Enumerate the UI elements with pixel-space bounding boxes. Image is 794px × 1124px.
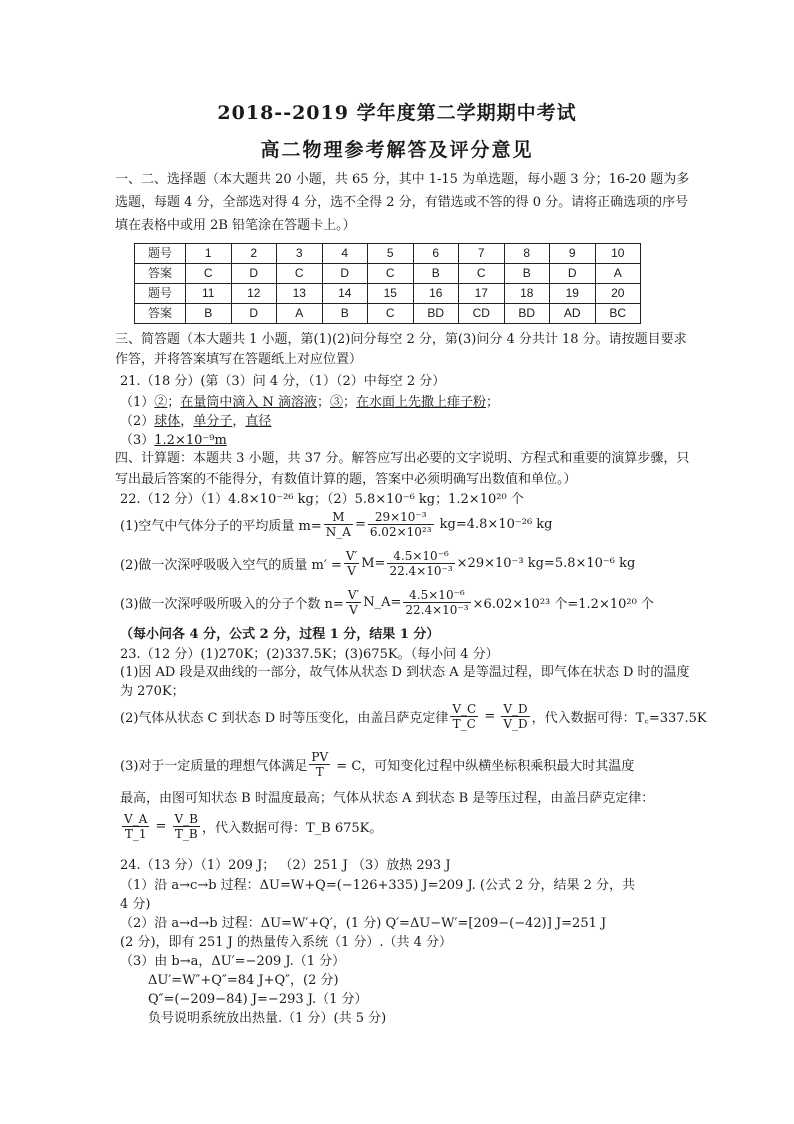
table-label: 答案	[135, 264, 186, 284]
frac-numerator: PV	[311, 750, 329, 764]
q23-step2-result: ，代入数据可得：T꜀=337.5K	[531, 711, 707, 726]
q24-step2: （2）沿 a→d→b 过程：ΔU=W′+Q′，(1 分) Q′=ΔU−W′=[209−(−42)] J=251 J	[120, 916, 607, 931]
q22-scoring-note: （每小问各 4 分，公式 2 分，过程 1 分，结果 1 分）	[120, 627, 440, 642]
table-cell: 5	[368, 244, 414, 264]
q24-step3-d: 负号说明系统放出热量.（1 分）(共 5 分)	[148, 1011, 387, 1026]
table-cell: BD	[413, 304, 459, 324]
q24-step3-c: Q″=(−209−84) J=−293 J.（1 分）	[148, 992, 368, 1007]
frac-numerator: V_C	[452, 702, 477, 716]
frac-numerator: V′	[345, 549, 358, 563]
table-cell: 19	[550, 284, 596, 304]
q21-part1	[120, 393, 700, 413]
table-cell: D	[322, 264, 368, 284]
table-cell: 7	[459, 244, 505, 264]
q23-step3-frac4	[173, 812, 200, 841]
table-cell: 16	[413, 284, 459, 304]
table-row	[135, 264, 641, 284]
q23-step2-eq: =	[480, 709, 500, 724]
table-cell: BD	[504, 304, 550, 324]
q21-part3-prefix: （3）	[120, 433, 155, 448]
q21-part1-end: ；	[486, 395, 500, 410]
q22-step3	[120, 588, 654, 617]
frac-denominator: 6.02×10²³	[369, 525, 432, 539]
q21-part1-sep2: ；	[316, 395, 330, 410]
q21-part1-step-a: ②	[154, 395, 168, 410]
table-cell: 8	[504, 244, 550, 264]
frac-denominator: N_A	[325, 525, 351, 539]
q21-part2-answer-c: 直径	[245, 414, 272, 429]
q23-step2-lead: (2)气体从状态 C 到状态 D 时等压变化，由盖吕萨克定律	[120, 711, 449, 726]
frac-denominator: V	[349, 603, 358, 617]
q23-step3-line2: 最高，由图可知状态 B 时温度最高；气体从状态 A 到状态 B 是等压过程，由盖吕萨克定律：	[120, 791, 655, 806]
table-row	[135, 284, 641, 304]
q22-heading: 22.（12 分）（1）4.8×10⁻²⁶ kg；（2）5.8×10⁻⁶ kg；1.2×10²⁰ 个	[120, 492, 524, 507]
table-cell: 13	[277, 284, 323, 304]
q22-step2-frac2	[387, 549, 454, 578]
table-cell: 4	[322, 244, 368, 264]
table-label: 题号	[135, 284, 186, 304]
frac-numerator: V_A	[124, 812, 148, 826]
table-cell: 14	[322, 284, 368, 304]
q21-part1-answer-b: 在水面上先撒上痱子粉	[356, 395, 487, 410]
frac-denominator: 22.4×10⁻³	[405, 603, 469, 617]
table-cell: B	[413, 264, 459, 284]
q23-step3-result: ，代入数据可得：T_B 675K。	[202, 821, 383, 836]
q21-part2: （2）球体，单分子，直径	[120, 414, 272, 429]
q24-step1: （1）沿 a→c→b 过程：ΔU=W+Q=(−126+335) J=209 J. (公式 2 分，结果 2 分，共	[120, 878, 636, 893]
q21-part3-answer: 1.2×10⁻⁹m	[154, 433, 227, 448]
frac-denominator: T_C	[452, 717, 476, 731]
q21-part1-answer-a: 在量筒中滴入 N 滴溶液	[180, 395, 317, 410]
q24-step3: （3）由 b→a，ΔU′=−209 J.（1 分）	[120, 954, 346, 969]
table-cell: BC	[595, 304, 641, 324]
table-cell: C	[459, 264, 505, 284]
table-row	[135, 244, 641, 264]
q23-step3-formula	[120, 812, 382, 841]
table-cell: AD	[550, 304, 596, 324]
q23-step3	[120, 750, 634, 779]
answer-table	[134, 243, 641, 324]
q21-part2-answer-a: 球体	[154, 414, 181, 429]
table-label: 题号	[135, 244, 186, 264]
q21-part2-answer-b: 单分子	[193, 414, 233, 429]
q22-step1-frac1	[324, 510, 353, 539]
frac-numerator: 29×10⁻³	[368, 510, 434, 525]
q23-step3-eq: =	[151, 819, 171, 834]
q23-step3-frac1	[309, 750, 330, 779]
q21-part1-prefix: （1）	[120, 395, 155, 410]
table-cell: 17	[459, 284, 505, 304]
frac-numerator: 4.5×10⁻⁶	[403, 588, 470, 603]
table-cell: C	[277, 264, 323, 284]
frac-denominator: V_D	[503, 717, 528, 731]
q24-step2-cont: (2 分)，即有 251 J 的热量传入系统（1 分）.（共 4 分）	[120, 935, 453, 950]
q22-step2-lead: (2)做一次深呼吸吸入空气的质量 m′ =	[120, 558, 342, 573]
q21-part1-step-b: ③	[329, 395, 343, 410]
q22-step1-lead: (1)空气中气体分子的平均质量 m=	[120, 519, 322, 534]
table-row	[135, 304, 641, 324]
table-cell: 12	[231, 284, 277, 304]
q22-step2-mid: M=	[361, 556, 386, 571]
q23-step2-frac1	[450, 702, 478, 731]
q23-heading: 23.（12 分）(1)270K；(2)337.5K；(3)675K。（每小问 4 分）	[120, 647, 499, 662]
table-cell: B	[186, 304, 232, 324]
table-cell: C	[368, 264, 414, 284]
table-cell: C	[186, 264, 232, 284]
q23-step2-frac2	[501, 702, 529, 731]
table-cell: 6	[413, 244, 459, 264]
q21-heading: 21.（18 分）(第（3）问 4 分，（1）（2）中每空 2 分）	[120, 374, 446, 389]
table-cell: 2	[231, 244, 277, 264]
frac-denominator: V	[347, 564, 356, 578]
q22-step2-frac1	[344, 549, 359, 578]
q24-heading: 24.（13 分）（1）209 J； （2）251 J （3）放热 293 J	[120, 858, 451, 873]
q23-step3-lead: (3)对于一定质量的理想气体满足	[120, 759, 308, 774]
table-cell: D	[550, 264, 596, 284]
section1-intro: 一、二、选择题（本大题共 20 小题，共 65 分，其中 1-15 为单选题，每小题 3 分；16-20 题为多选题，每题 4 分，全部选对得 4 分，选不全得 2 分，有错选或不答的得 0 分。请将正确选项的序号填在表格中或用 2B 铅笔涂在答题卡上。）	[115, 172, 690, 233]
table-cell: 15	[368, 284, 414, 304]
table-cell: D	[231, 264, 277, 284]
q23-step3-tail: = C，可知变化过程中纵横坐标积乘积最大时其温度	[332, 759, 635, 774]
q22-step3-mid: N_A=	[363, 595, 402, 610]
q22-step1-frac2	[368, 510, 434, 539]
table-cell: B	[322, 304, 368, 324]
table-cell: C	[368, 304, 414, 324]
q23-step1: (1)因 AD 段是双曲线的一部分，故气体从状态 D 到状态 A 是等温过程，即气体在状态 D 时的温度为 270K；	[120, 665, 690, 699]
q22-step2-result: ×29×10⁻³ kg=5.8×10⁻⁶ kg	[456, 556, 636, 571]
frac-denominator: T	[315, 765, 324, 779]
table-label: 答案	[135, 304, 186, 324]
table-cell: B	[504, 264, 550, 284]
table-cell: 9	[550, 244, 596, 264]
table-cell: 3	[277, 244, 323, 264]
q23-step3-frac3	[122, 812, 149, 841]
q24-step1-cont: 4 分)	[120, 897, 151, 912]
frac-numerator: V_D	[503, 702, 528, 716]
q21-part1-sep: ；	[167, 395, 181, 410]
frac-denominator: 22.4×10⁻³	[389, 564, 453, 578]
table-cell: D	[231, 304, 277, 324]
frac-numerator: 4.5×10⁻⁶	[387, 549, 454, 564]
q22-step1-result: kg=4.8×10⁻²⁶ kg	[435, 517, 553, 532]
table-cell: A	[595, 264, 641, 284]
section2-intro: 三、简答题（本大题共 1 小题，第(1)(2)问分每空 2 分，第(3)问分 4 分共计 18 分。请按题目要求作答，并将答案填写在答题纸上对应位置）	[115, 332, 687, 367]
frac-numerator: V′	[347, 588, 360, 602]
table-cell: 10	[595, 244, 641, 264]
frac-denominator: T_B	[174, 827, 198, 841]
q22-step1-eq: =	[354, 517, 366, 532]
table-cell: 11	[186, 284, 232, 304]
table-cell: 20	[595, 284, 641, 304]
frac-numerator: V_B	[174, 812, 198, 826]
q22-step3-result: ×6.02×10²³ 个=1.2×10²⁰ 个	[472, 597, 654, 612]
table-cell: 18	[504, 284, 550, 304]
q22-step3-frac2	[403, 588, 470, 617]
q22-step1	[120, 510, 552, 539]
q22-step3-frac1	[346, 588, 361, 617]
table-cell: A	[277, 304, 323, 324]
table-cell: 1	[186, 244, 232, 264]
q22-step2	[120, 549, 635, 578]
q23-step2	[120, 702, 707, 731]
q24-step3-b: ΔU′=W″+Q″=84 J+Q″，(2 分)	[148, 973, 339, 988]
q21-part2-prefix: （2）	[120, 414, 155, 429]
exam-title: 2018--2019 学年度第二学期期中考试	[217, 102, 577, 124]
frac-denominator: T_1	[124, 827, 147, 841]
section3-intro: 四、计算题：本题共 3 小题，共 37 分。解答应写出必要的文字说明、方程式和重要的演算步骤，只写出最后答案的不能得分，有数值计算的题，答案中必须明确写出数值和单位。）	[115, 451, 690, 487]
frac-numerator: M	[324, 510, 353, 525]
q21-part1-sep3: ；	[342, 395, 356, 410]
table-cell: CD	[459, 304, 505, 324]
q22-step3-lead: (3)做一次深呼吸所吸入的分子个数 n=	[120, 597, 344, 612]
exam-subtitle: 高二物理参考解答及评分意见	[260, 139, 534, 161]
